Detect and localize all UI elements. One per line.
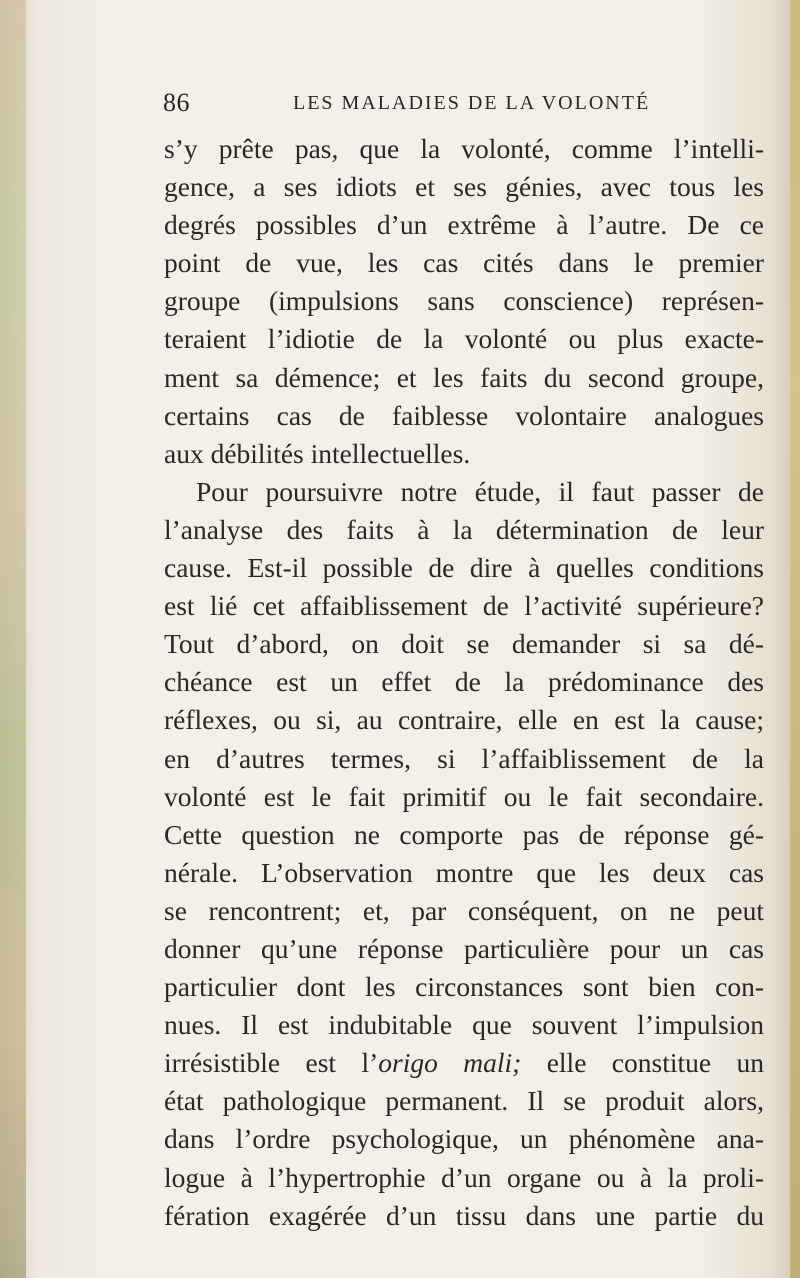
text-line: logue à l’hypertrophie d’un organe ou à la proli- bbox=[164, 1161, 764, 1193]
text-line: degrés possibles d’un extrême à l’autre. De ce bbox=[164, 209, 764, 241]
text-line: nérale. L’observation montre que les deux cas bbox=[164, 856, 764, 888]
text-line: volonté est le fait primitif ou le fait secondaire. bbox=[164, 780, 764, 812]
text-line: ment sa démence; et les faits du second groupe, bbox=[164, 361, 764, 393]
text-line: est lié cet affaiblissement de l’activité supérieure? bbox=[164, 590, 764, 622]
text-line: Tout d’abord, on doit se demander si sa dé- bbox=[164, 628, 764, 660]
text-line: cause. Est-il possible de dire à quelles conditions bbox=[164, 552, 764, 584]
text-line: certains cas de faiblesse volontaire analogues bbox=[164, 399, 764, 431]
text-line: réflexes, ou si, au contraire, elle en est la cause; bbox=[164, 704, 764, 736]
page-edge-right bbox=[790, 0, 800, 1278]
paragraph-end-line: aux débilités intellectuelles. bbox=[164, 437, 471, 469]
text-line: Cette question ne comporte pas de réponse gé- bbox=[164, 818, 764, 850]
text-line: fération exagérée d’un tissu dans une partie du bbox=[164, 1199, 764, 1231]
text-line: l’analyse des faits à la détermination de leur bbox=[164, 513, 764, 545]
text-line: dans l’ordre psychologique, un phénomène ana- bbox=[164, 1123, 764, 1155]
text-line-with-italic bbox=[164, 1044, 764, 1082]
text-line: chéance est un effet de la prédominance des bbox=[164, 666, 764, 698]
text-line: groupe (impulsions sans conscience) représen- bbox=[164, 285, 764, 317]
italic-phrase: origo mali; bbox=[378, 1047, 522, 1079]
text-line: se rencontrent; et, par conséquent, on ne peut bbox=[164, 894, 764, 926]
text-segment: irrésistible est l’ bbox=[164, 1047, 379, 1079]
paragraph-start-line: Pour poursuivre notre étude, il faut passer de bbox=[196, 475, 764, 507]
text-segment: elle constitue un bbox=[521, 1047, 764, 1079]
page-edge-left bbox=[0, 0, 26, 1278]
page-number: 86 bbox=[163, 88, 190, 117]
text-line: s’y prête pas, que la volonté, comme l’intelli- bbox=[164, 133, 764, 164]
text-line: gence, a ses idiots et ses génies, avec tous les bbox=[164, 171, 764, 203]
text-line: particulier dont les circonstances sont bien con- bbox=[164, 971, 764, 1003]
text-line: point de vue, les cas cités dans le premier bbox=[164, 247, 764, 279]
text-line: en d’autres termes, si l’affaiblissement de la bbox=[164, 742, 764, 774]
text-line: état pathologique permanent. Il se produit alors, bbox=[164, 1085, 764, 1117]
text-line: donner qu’une réponse particulière pour un cas bbox=[164, 932, 764, 964]
text-line: nues. Il est indubitable que souvent l’impulsion bbox=[164, 1009, 764, 1041]
page-header bbox=[163, 88, 651, 120]
running-title: LES MALADIES DE LA VOLONTÉ bbox=[293, 92, 651, 114]
text-line: teraient l’idiotie de la volonté ou plus exacte- bbox=[164, 323, 764, 355]
body-text bbox=[164, 130, 764, 1235]
